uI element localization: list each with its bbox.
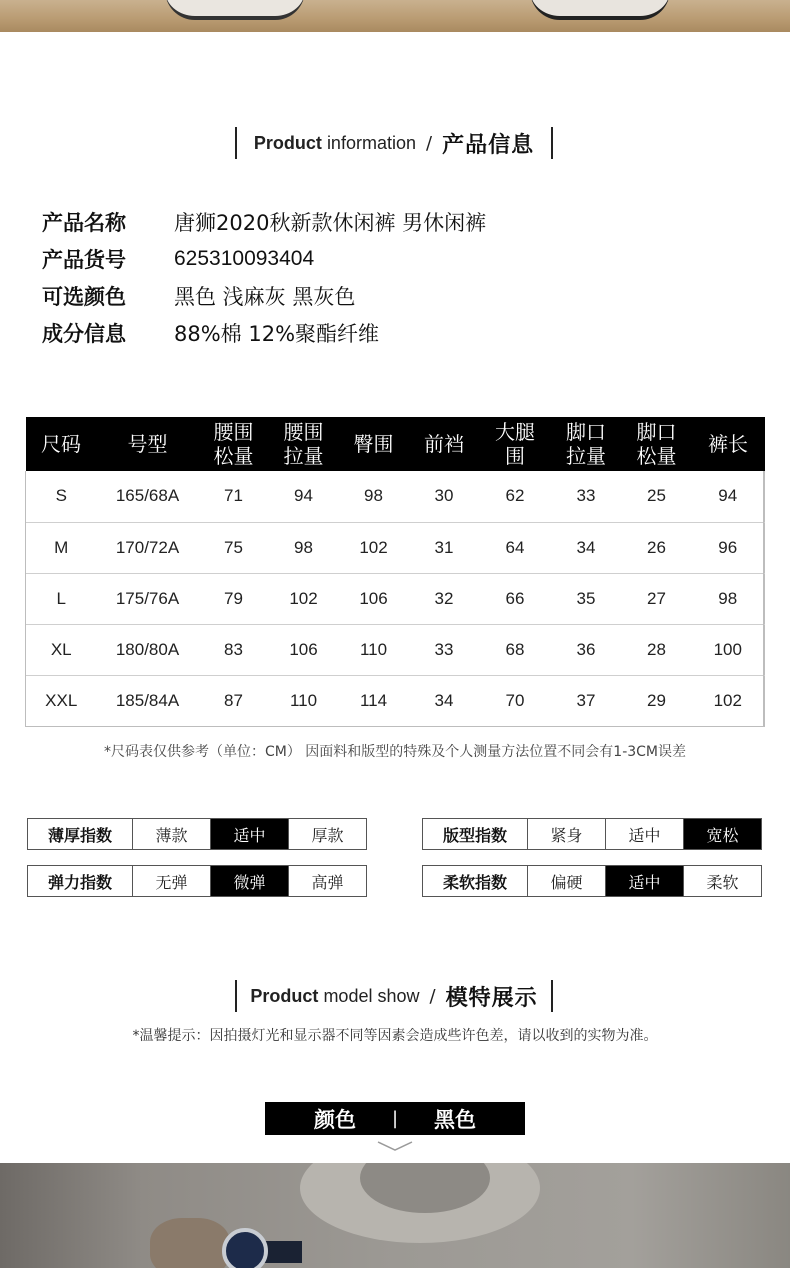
table-cell: 100 xyxy=(692,624,765,675)
index-option: 无弹 xyxy=(132,866,210,896)
info-row-composition xyxy=(42,314,486,351)
size-table-header-cell xyxy=(199,417,269,471)
color-label-separator: | xyxy=(391,1108,399,1129)
right-shoe-image xyxy=(530,0,670,20)
info-value: 88%棉 12%聚酯纤维 xyxy=(174,321,380,346)
size-table-header-cell xyxy=(339,417,409,471)
table-cell: 34 xyxy=(551,522,622,573)
table-cell: 87 xyxy=(199,675,269,726)
model-photo xyxy=(0,1163,790,1268)
table-row xyxy=(26,522,765,573)
index-option-selected: 适中 xyxy=(210,819,288,849)
table-cell: 29 xyxy=(622,675,692,726)
header-slash: / xyxy=(429,985,436,1007)
index-option: 紧身 xyxy=(527,819,605,849)
table-cell: 102 xyxy=(339,522,409,573)
index-option: 柔软 xyxy=(683,866,761,896)
table-cell: 79 xyxy=(199,573,269,624)
table-cell: 37 xyxy=(551,675,622,726)
table-cell: 165/68A xyxy=(97,471,199,522)
elasticity-index xyxy=(27,865,367,897)
left-shoe-image xyxy=(165,0,305,20)
table-cell: 110 xyxy=(269,675,339,726)
table-cell: 28 xyxy=(622,624,692,675)
table-cell: 30 xyxy=(409,471,480,522)
table-cell: 94 xyxy=(269,471,339,522)
header-line: 腰围 xyxy=(283,420,324,444)
info-value: 唐狮2020秋新款休闲裤 男休闲裤 xyxy=(174,210,487,235)
table-cell: 98 xyxy=(339,471,409,522)
table-row xyxy=(26,675,765,726)
color-label-bar xyxy=(265,1102,525,1135)
watch-strap xyxy=(262,1241,302,1263)
table-cell: 33 xyxy=(409,624,480,675)
info-value: 625310093404 xyxy=(174,246,315,270)
header-en: Product information xyxy=(253,132,416,153)
table-cell: 75 xyxy=(199,522,269,573)
info-row-sku xyxy=(42,240,486,277)
thickness-index xyxy=(27,818,367,850)
size-table-header-row xyxy=(26,417,765,471)
table-row xyxy=(26,624,765,675)
softness-index xyxy=(422,865,762,897)
size-chart-note: *尺码表仅供参考（单位：CM） 因面料和版型的特殊及个人测量方法位置不同会有1-3CM误差 xyxy=(103,744,687,760)
header-line: 号型 xyxy=(127,432,168,456)
color-label-value: 黑色 xyxy=(434,1107,477,1132)
header-cn: 产品信息 xyxy=(442,132,535,158)
index-label: 柔软指数 xyxy=(442,872,507,892)
table-cell: 32 xyxy=(409,573,480,624)
product-info-list xyxy=(42,203,486,351)
header-line: 腰围 xyxy=(213,420,254,444)
table-cell: 96 xyxy=(692,522,765,573)
index-option-selected: 微弹 xyxy=(210,866,288,896)
index-label: 弹力指数 xyxy=(47,872,112,892)
header-slash: / xyxy=(425,132,433,154)
index-label: 薄厚指数 xyxy=(47,825,112,845)
index-option: 薄款 xyxy=(132,819,210,849)
table-cell: 102 xyxy=(692,675,765,726)
header-line: 前裆 xyxy=(424,432,464,456)
table-cell: 185/84A xyxy=(97,675,199,726)
table-cell: 170/72A xyxy=(97,522,199,573)
header-line: 拉量 xyxy=(566,444,606,468)
header-cn: 模特展示 xyxy=(445,985,538,1011)
table-cell: 36 xyxy=(551,624,622,675)
header-line: 大腿 xyxy=(495,420,535,444)
size-chart-table xyxy=(25,417,765,727)
size-table-header-cell xyxy=(409,417,480,471)
index-option-selected: 宽松 xyxy=(683,819,761,849)
table-cell: 33 xyxy=(551,471,622,522)
table-cell: 25 xyxy=(622,471,692,522)
table-cell: 26 xyxy=(622,522,692,573)
table-cell: 180/80A xyxy=(97,624,199,675)
table-cell: 106 xyxy=(339,573,409,624)
size-table-header-cell xyxy=(622,417,692,471)
info-row-name xyxy=(42,203,486,240)
color-label-title: 颜色 xyxy=(313,1107,356,1132)
table-cell: 106 xyxy=(269,624,339,675)
size-table-header-cell xyxy=(480,417,551,471)
product-information-header xyxy=(235,127,553,159)
table-cell: 98 xyxy=(269,522,339,573)
header-line: 围 xyxy=(505,444,525,468)
model-show-header xyxy=(235,980,553,1012)
table-cell: L xyxy=(26,573,97,624)
table-cell: 102 xyxy=(269,573,339,624)
header-line: 尺码 xyxy=(41,432,81,456)
table-row xyxy=(26,573,765,624)
top-product-photo xyxy=(0,0,790,32)
table-cell: 114 xyxy=(339,675,409,726)
table-cell: 35 xyxy=(551,573,622,624)
table-cell: 34 xyxy=(409,675,480,726)
size-table-header-cell xyxy=(26,417,97,471)
index-option: 厚款 xyxy=(288,819,366,849)
table-cell: 68 xyxy=(480,624,551,675)
table-cell: XL xyxy=(26,624,97,675)
hand-shape xyxy=(150,1218,230,1268)
table-cell: 175/76A xyxy=(97,573,199,624)
header-line: 裤长 xyxy=(708,432,748,456)
size-table-header-cell xyxy=(269,417,339,471)
info-key: 产品货号 xyxy=(42,247,126,272)
size-table-header-cell xyxy=(97,417,199,471)
table-cell: 31 xyxy=(409,522,480,573)
info-key: 产品名称 xyxy=(42,210,126,235)
table-cell: 83 xyxy=(199,624,269,675)
info-row-colors xyxy=(42,277,486,314)
index-option: 偏硬 xyxy=(527,866,605,896)
header-line: 脚口 xyxy=(636,420,677,444)
table-cell: XXL xyxy=(26,675,97,726)
table-cell: 110 xyxy=(339,624,409,675)
index-option-selected: 适中 xyxy=(605,866,683,896)
size-table-header-cell xyxy=(551,417,622,471)
fit-index xyxy=(422,818,762,850)
table-cell: 66 xyxy=(480,573,551,624)
info-key: 成分信息 xyxy=(42,321,126,346)
table-row xyxy=(26,471,765,522)
table-cell: S xyxy=(26,471,97,522)
index-option: 适中 xyxy=(605,819,683,849)
table-cell: 70 xyxy=(480,675,551,726)
header-line: 脚口 xyxy=(566,420,606,444)
table-cell: 94 xyxy=(692,471,765,522)
index-option: 高弹 xyxy=(288,866,366,896)
table-cell: 27 xyxy=(622,573,692,624)
index-label: 版型指数 xyxy=(442,825,507,845)
header-line: 松量 xyxy=(213,444,254,468)
header-line: 拉量 xyxy=(283,444,324,468)
color-difference-note: *温馨提示：因拍摄灯光和显示器不同等因素会造成些许色差，请以收到的实物为准。 xyxy=(132,1028,658,1044)
info-value: 黑色 浅麻灰 黑灰色 xyxy=(174,284,356,309)
header-line: 松量 xyxy=(636,444,677,468)
table-cell: 64 xyxy=(480,522,551,573)
table-cell: 71 xyxy=(199,471,269,522)
size-table-header-cell xyxy=(692,417,765,471)
chevron-down-icon xyxy=(377,1140,413,1152)
header-line: 臀围 xyxy=(353,432,394,456)
table-cell: 98 xyxy=(692,573,765,624)
watch-icon xyxy=(222,1228,268,1268)
info-key: 可选颜色 xyxy=(42,284,126,309)
table-cell: M xyxy=(26,522,97,573)
table-cell: 62 xyxy=(480,471,551,522)
header-en: Product model show xyxy=(250,985,420,1006)
